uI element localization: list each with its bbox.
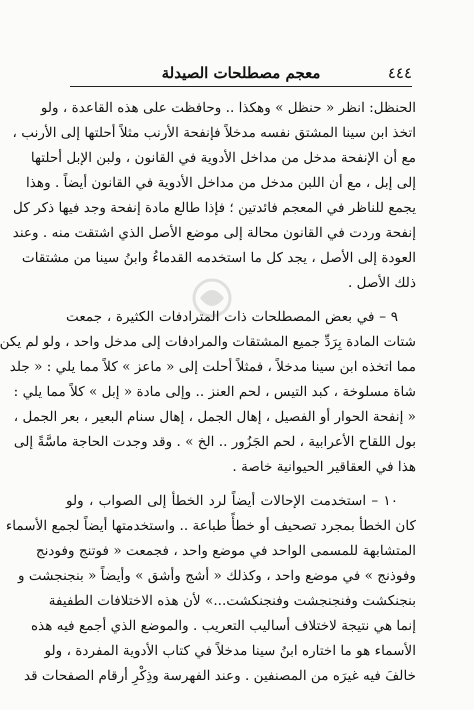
text-line: مما اتخذه ابن سينا مدخلاً ، فمثلاً أحلت إلى « ماعز » كلاً مما يلي : « جلد: [9, 359, 416, 375]
page-number: ٤٤٤: [387, 64, 412, 82]
text-line: بول اللقاح الأعرابية ، لحم الجَزُور .. الخ » . وقد وجدت الحاجة ماسَّةً إلى: [13, 434, 416, 450]
body-text: [0, 96, 416, 689]
text-line: ٩ – في بعض المصطلحات ذات المترادفات الكثيرة ، جمعت: [66, 309, 398, 325]
text-line: الحنظل: انظر « حنظل » وهكذا .. وحافظت على هذه القاعدة ، ولو: [40, 100, 416, 116]
paragraph-gap: [66, 480, 416, 489]
text-line: إنما هي نتيجة لاختلاف أساليب التعريب . والموضع الذي أجمع فيه هذه: [31, 618, 416, 634]
running-header: [70, 60, 412, 87]
text-line: هذا في العقاقير الحيوانية خاصة .: [232, 459, 416, 475]
text-line: وفوذنج » في موضع واحد ، وكذلك « أشج وأشق » وأيضاً « بنجنجشت و: [17, 568, 416, 584]
text-line: العودة إلى الأصل ، يجد كل ما استخدمه القدماءُ وابنُ سينا من مشتقات: [21, 250, 416, 266]
text-line: كان الخطأ بمجرد تصحيف أو خطأً طباعة .. واستخدمتها أيضاً لجمع الأسماء: [5, 518, 416, 534]
paragraph-gap: [66, 296, 416, 305]
text-line: إلى إبل ، مع أن اللبن مدخل من مداخل الأدوية في القانون أيضاً . وهذا: [26, 175, 416, 191]
text-line: إنفحة وردت في القانون محالة إلى موضع الأصل الذي اشتقت منه . وعند: [12, 225, 416, 241]
text-line: الأسماء هو ما اختاره ابنُ سينا مدخلاً في كتاب الأدوية المفردة ، ولو: [44, 643, 416, 659]
text-line: شتات المادة بِرَدِّ جميع المشتقات والمرادفات إلى مدخل واحد ، ولو لم يكن: [0, 334, 416, 350]
text-line: « إنفحة الحوار أو الفصيل ، إهال الجمل ، إهال سنام البعير ، بعر الجمل ،: [13, 409, 416, 425]
text-line: يجمع للناظر في المعجم فائدتين ؛ فإذا طالع مادة إنفحة وجد فيها ذكر كل: [13, 200, 416, 216]
text-line: اتخذ ابن سينا المشتق نفسه مدخلاً فإنفحة الأرنب مثلاً أحلتها إلى الأرنب ،: [12, 125, 416, 141]
text-line: خالفَ فيه غيرَه من المصنفين . وعند الفهرسة وذِكْرِ أرقام الصفحات قد: [23, 668, 416, 684]
text-line: شاة مسلوخة ، كبد التيس ، لحم العنز .. وإلى مادة « إبل » كلاً مما يلي :: [13, 384, 416, 400]
text-line: بنجنكشت وفنجنجشت وفنجنكشت...» لأن هذه الاختلافات الطفيفة: [48, 593, 416, 609]
text-line: مع أن الإنفحة مدخل من مداخل الأدوية في القانون ، ولبن الإبل أحلتها: [30, 150, 416, 166]
text-line: ١٠ – استخدمت الإحالات أيضاً لرد الخطأ إلى الصواب ، ولو: [66, 493, 398, 509]
text-line: ذلك الأصل .: [348, 275, 416, 291]
text-line: المتشابهة للمسمى الواحد في موضع واحد ، فجمعت « فوتنج وفودنج: [35, 543, 416, 559]
running-title: معجم مصطلحات الصيدلة: [161, 64, 321, 82]
